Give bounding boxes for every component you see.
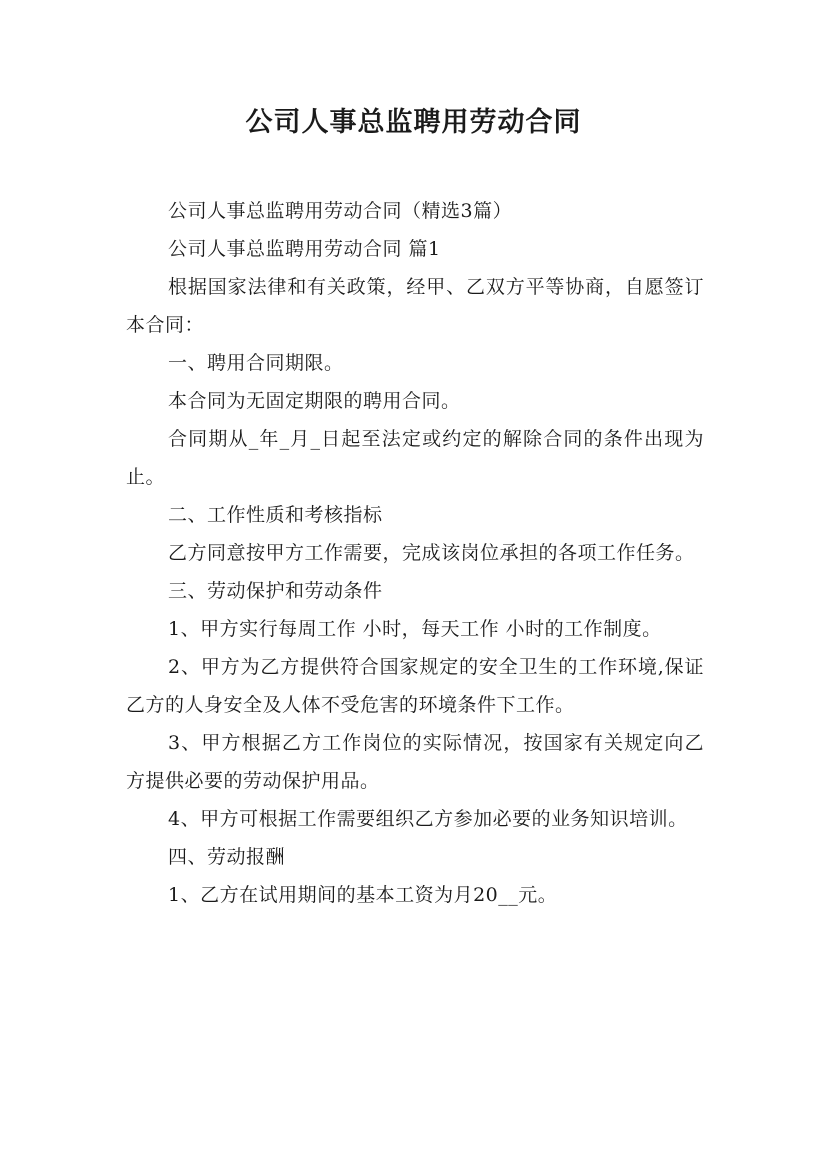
- list-item: 1、甲方实行每周工作 小时，每天工作 小时的工作制度。: [168, 618, 662, 640]
- clause-heading: 一、聘用合同期限。: [168, 352, 344, 374]
- clause-heading: 二、工作性质和考核指标: [168, 504, 383, 526]
- section-heading: 公司人事总监聘用劳动合同 篇1: [168, 238, 441, 260]
- clause-heading: 三、劳动保护和劳动条件: [168, 580, 383, 602]
- list-item: 1、乙方在试用期间的基本工资为月20__元。: [168, 884, 558, 906]
- list-item: 4、甲方可根据工作需要组织乙方参加必要的业务知识培训。: [168, 808, 688, 830]
- clause-heading: 四、劳动报酬: [168, 846, 286, 868]
- body-paragraph: 根据国家法律和有关政策，经甲、乙双方平等协商，自愿签订本合同：: [126, 276, 704, 336]
- list-item: 2、甲方为乙方提供符合国家规定的安全卫生的工作环境,保证乙方的人身安全及人体不受危害的环境条件下工作。: [126, 656, 704, 716]
- subtitle-paragraph: 公司人事总监聘用劳动合同（精选3篇）: [168, 200, 513, 222]
- list-item: 3、甲方根据乙方工作岗位的实际情况，按国家有关规定向乙方提供必要的劳动保护用品。: [126, 732, 704, 792]
- document-body: [126, 192, 704, 914]
- document-title: 公司人事总监聘用劳动合同: [245, 107, 582, 138]
- body-paragraph: 合同期从_年_月_日起至法定或约定的解除合同的条件出现为止。: [126, 428, 704, 488]
- body-paragraph: 本合同为无固定期限的聘用合同。: [168, 390, 461, 412]
- body-paragraph: 乙方同意按甲方工作需要，完成该岗位承担的各项工作任务。: [168, 542, 695, 564]
